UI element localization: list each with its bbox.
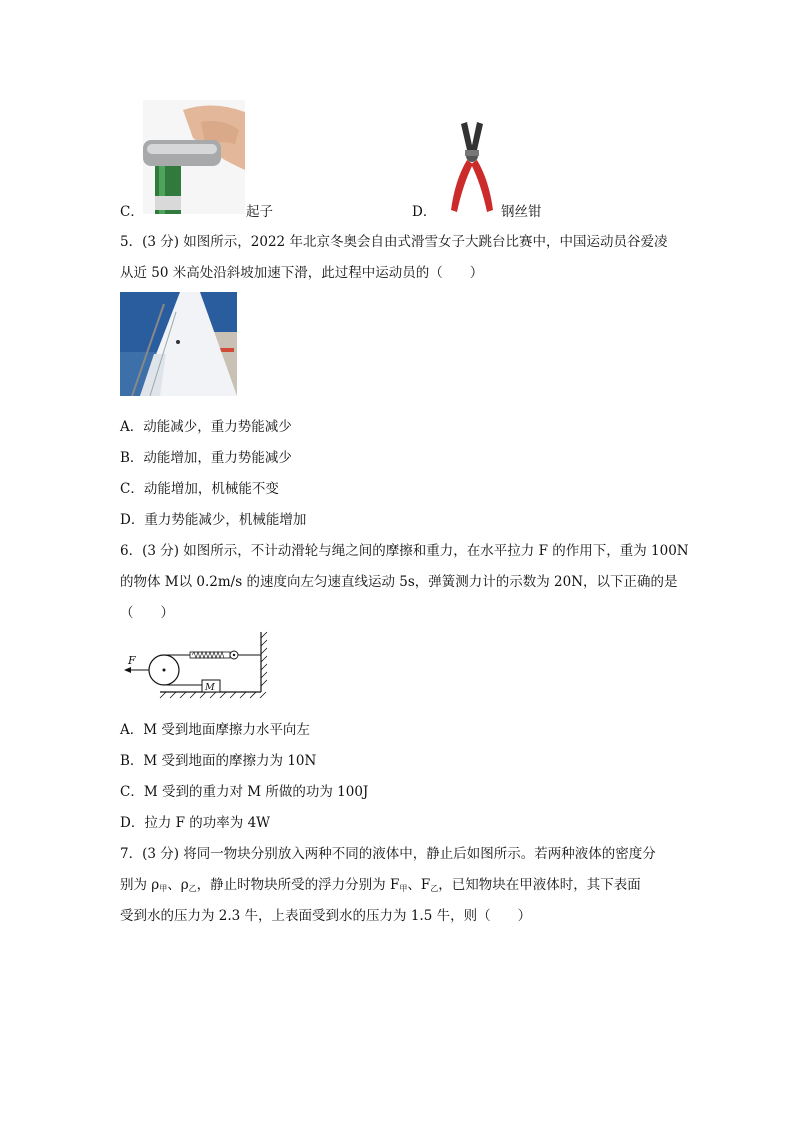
q7-text-part-c: ，静止时物块所受的浮力分别为 F [196, 877, 400, 893]
option-c-caption: 起子 [246, 204, 273, 220]
q5-option-c: C．动能增加，机械能不变 [120, 481, 279, 497]
q5-stem-line1: 5．(3 分) 如图所示，2022 年北京冬奥会自由式滑雪女子大跳台比赛中，中国运动员谷爱凌 [120, 234, 668, 250]
option-d-letter: D． [412, 204, 437, 220]
q6-diagram [120, 630, 270, 702]
q6-option-b: B．M 受到地面的摩擦力为 10N [120, 753, 317, 769]
ski-jump-icon [120, 292, 237, 396]
wire-pliers-icon [443, 120, 501, 214]
q5-image [120, 292, 237, 396]
option-c-letter: C． [120, 204, 144, 220]
q6-option-c: C．M 受到的重力对 M 所做的功为 100J [120, 784, 369, 800]
q5-option-d: D．重力势能减少，机械能增加 [120, 512, 307, 528]
q6-stem-line2: 的物体 M以 0.2m/s 的速度向左匀速直线运动 5s，弹簧测力计的示数为 20N，以下正确的是 [120, 574, 678, 590]
q7-text-part-a: 别为 ρ [120, 877, 160, 893]
q7-text-part-e: ，已知物块在甲液体时，其下表面 [438, 877, 641, 893]
q5-option-a: A．动能减少，重力势能减少 [120, 419, 292, 435]
q7-sub-jia-2: 甲 [399, 884, 408, 893]
q7-sub-yi-2: 乙 [430, 884, 439, 893]
q7-stem-line2 [120, 873, 641, 894]
q5-stem-line2: 从近 50 米高处沿斜坡加速下滑，此过程中运动员的（ ） [120, 265, 484, 281]
diagram-block-label: M [205, 682, 215, 693]
q7-text-part-d: 、F [407, 877, 431, 893]
q6-option-d: D．拉力 F 的功率为 4W [120, 815, 271, 831]
q5-option-b: B．动能增加，重力势能减少 [120, 450, 292, 466]
diagram-force-label: F [128, 654, 136, 667]
option-d-caption: 钢丝钳 [501, 204, 542, 220]
q7-sub-jia: 甲 [159, 884, 168, 893]
q6-stem-line3: （ ） [120, 605, 174, 621]
bottle-opener-icon [143, 100, 245, 214]
q7-text-part-b: 、ρ [167, 877, 189, 893]
q7-stem-line1: 7．(3 分) 将同一物块分别放入两种不同的液体中，静止后如图所示。若两种液体的密度分 [120, 846, 656, 862]
q7-sub-yi: 乙 [188, 884, 197, 893]
q7-stem-line3: 受到水的压力为 2.3 牛，上表面受到水的压力为 1.5 牛，则（ ） [120, 908, 532, 924]
pulley-diagram [120, 630, 270, 702]
q6-stem-line1: 6．(3 分) 如图所示，不计动滑轮与绳之间的摩擦和重力，在水平拉力 F 的作用下，重为 100N [120, 543, 689, 559]
option-d-image [443, 120, 501, 214]
option-c-image [143, 100, 245, 214]
q6-option-a: A．M 受到地面摩擦力水平向左 [120, 722, 310, 738]
